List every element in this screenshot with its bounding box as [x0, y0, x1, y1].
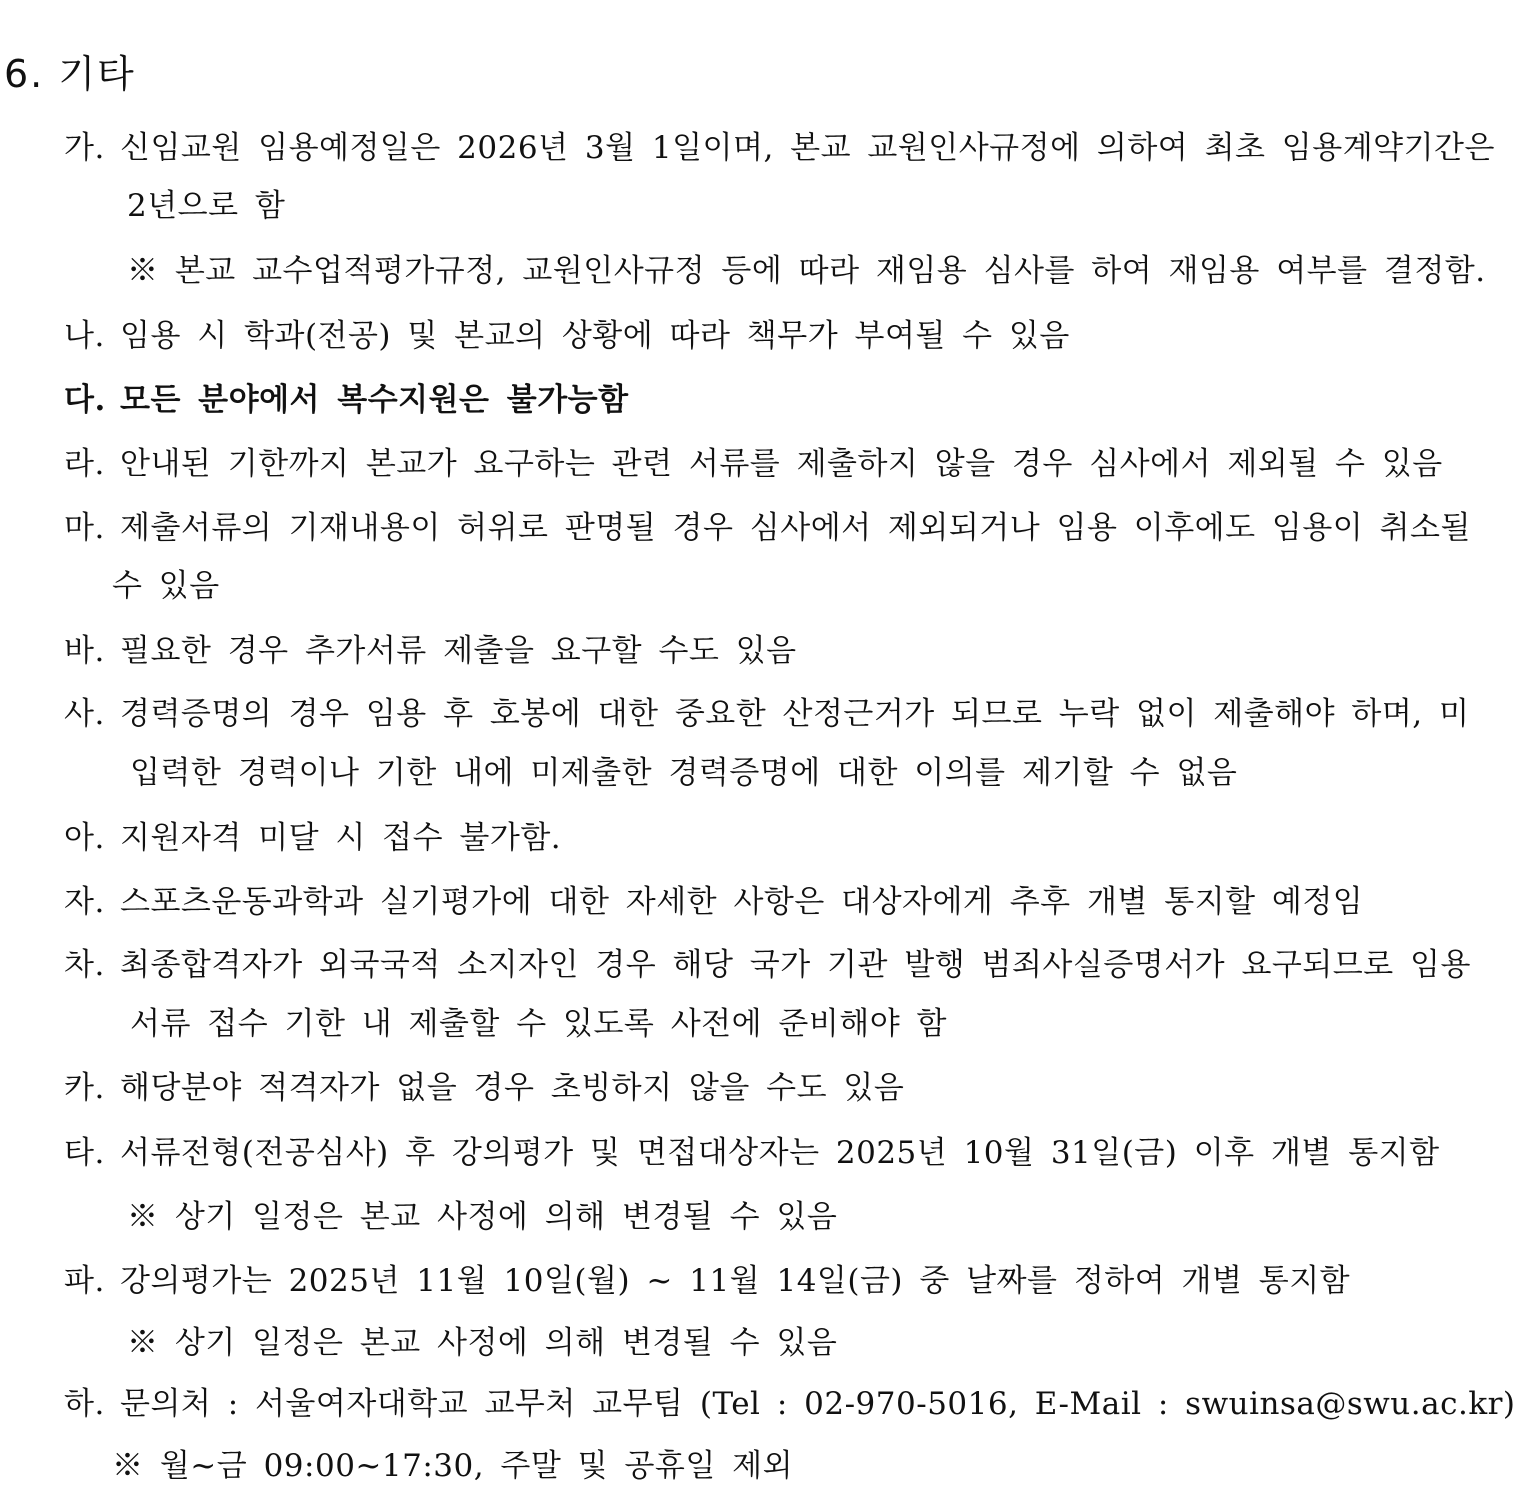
item-note: ※ 상기 일정은 본교 사정에 의해 변경될 수 있음 — [127, 1325, 838, 1361]
list-item-ka — [64, 1068, 904, 1108]
item-text: 경력증명의 경우 임용 후 호봉에 대한 중요한 산정근거가 되므로 누락 없이 제출해야 하며, 미 — [120, 696, 1470, 732]
list-item-a — [64, 818, 561, 858]
item-marker: 가. — [64, 130, 105, 166]
item-text: 서류전형(전공심사) 후 강의평가 및 면접대상자는 2025년 10월 31일(금) 이후 개별 통지함 — [120, 1135, 1440, 1171]
item-note: ※ 월~금 09:00~17:30, 주말 및 공휴일 제외 — [112, 1448, 794, 1484]
item-marker: 사. — [64, 696, 105, 732]
item-marker: 파. — [64, 1263, 105, 1299]
item-marker: 마. — [64, 510, 105, 546]
item-marker: 하. — [64, 1386, 105, 1422]
section-title: 6. 기타 — [4, 52, 136, 96]
item-text: 제출서류의 기재내용이 허위로 판명될 경우 심사에서 제외되거나 임용 이후에도 임용이 취소될 — [120, 510, 1471, 546]
list-item-cha — [64, 945, 1471, 985]
item-text: 필요한 경우 추가서류 제출을 요구할 수도 있음 — [120, 633, 797, 669]
list-item-ha — [64, 1384, 1516, 1424]
item-marker: 카. — [64, 1070, 105, 1106]
item-marker: 다. — [64, 382, 106, 418]
item-text: 임용 시 학과(전공) 및 본교의 상황에 따라 책무가 부여될 수 있음 — [120, 318, 1070, 354]
item-text: 안내된 기한까지 본교가 요구하는 관련 서류를 제출하지 않을 경우 심사에서 제외될 수 있음 — [120, 446, 1443, 482]
item-text: 문의처 : 서울여자대학교 교무처 교무팀 (Tel : 02-970-5016, E-Mail : swuinsa@swu.ac.kr) — [120, 1386, 1516, 1422]
list-item-da — [64, 380, 629, 420]
item-note: ※ 본교 교수업적평가규정, 교원인사규정 등에 따라 재임용 심사를 하여 재임용 여부를 결정함. — [127, 253, 1486, 289]
item-marker: 바. — [64, 633, 105, 669]
item-continuation: 서류 접수 기한 내 제출할 수 있도록 사전에 준비해야 함 — [130, 1006, 947, 1042]
item-text: 최종합격자가 외국국적 소지자인 경우 해당 국가 기관 발행 범죄사실증명서가 요구되므로 임용 — [120, 947, 1471, 983]
item-text: 모든 분야에서 복수지원은 불가능함 — [120, 382, 629, 418]
list-item-ja — [64, 882, 1363, 922]
list-item-na — [64, 316, 1070, 356]
item-marker: 타. — [64, 1135, 105, 1171]
item-text: 신임교원 임용예정일은 2026년 3월 1일이며, 본교 교원인사규정에 의하여 최초 임용계약기간은 — [120, 130, 1495, 166]
list-item-sa — [64, 694, 1469, 734]
item-continuation: 2년으로 함 — [127, 188, 286, 224]
item-marker: 라. — [64, 446, 105, 482]
item-text: 스포츠운동과학과 실기평가에 대한 자세한 사항은 대상자에게 추후 개별 통지할 예정임 — [120, 884, 1364, 920]
list-item-ma — [64, 508, 1471, 548]
item-marker: 아. — [64, 820, 105, 856]
item-continuation: 입력한 경력이나 기한 내에 미제출한 경력증명에 대한 이의를 제기할 수 없음 — [130, 755, 1238, 791]
item-marker: 나. — [64, 318, 105, 354]
item-text: 강의평가는 2025년 11월 10일(월) ~ 11월 14일(금) 중 날짜를 정하여 개별 통지함 — [120, 1263, 1351, 1299]
item-marker: 차. — [64, 947, 105, 983]
list-item-ga — [64, 128, 1495, 168]
item-marker: 자. — [64, 884, 105, 920]
list-item-ba — [64, 631, 797, 671]
list-item-ra — [64, 444, 1443, 484]
item-text: 지원자격 미달 시 접수 불가함. — [120, 820, 562, 856]
item-continuation: 수 있음 — [112, 568, 220, 604]
item-text: 해당분야 적격자가 없을 경우 초빙하지 않을 수도 있음 — [120, 1070, 905, 1106]
item-note: ※ 상기 일정은 본교 사정에 의해 변경될 수 있음 — [127, 1199, 838, 1235]
list-item-pa — [64, 1261, 1350, 1301]
list-item-ta — [64, 1133, 1440, 1173]
